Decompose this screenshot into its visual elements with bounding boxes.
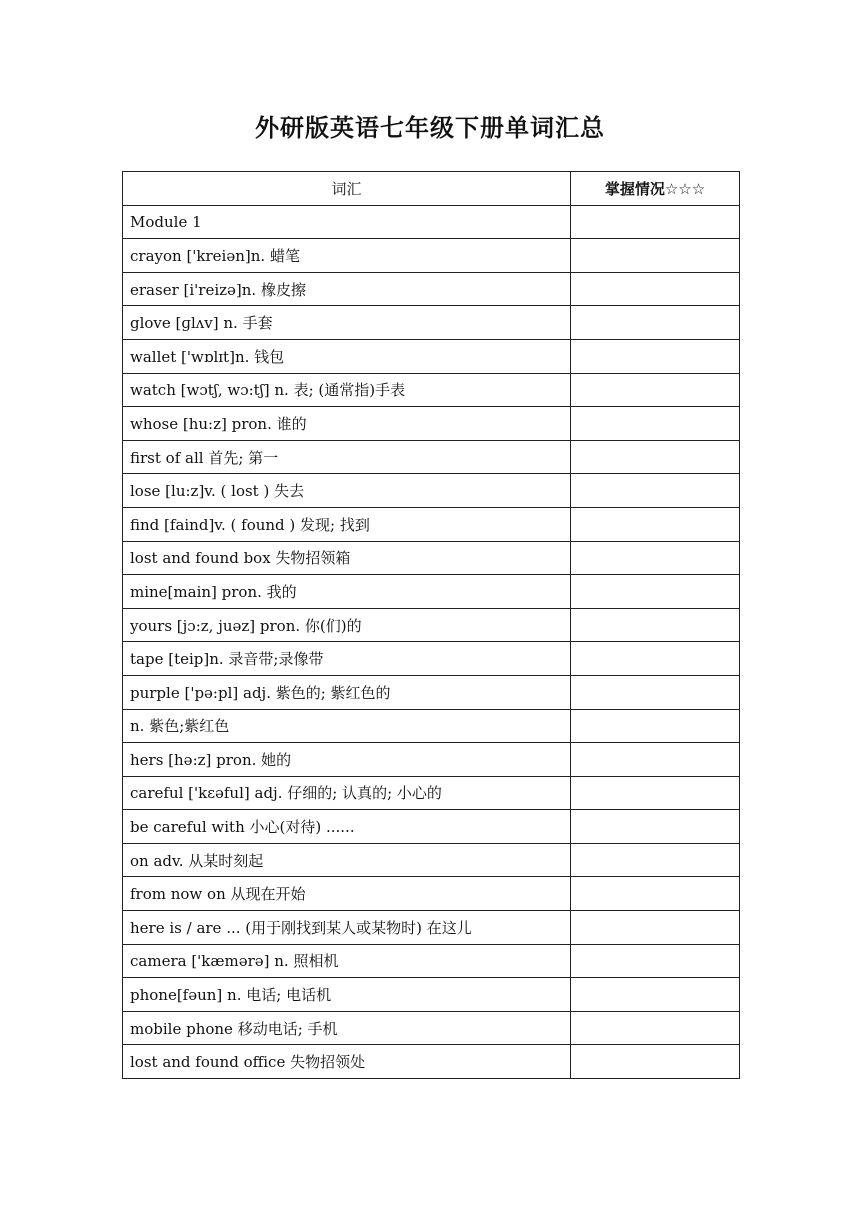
table-row	[123, 1011, 740, 1045]
table-row	[123, 205, 740, 239]
column-header-vocabulary: 词汇	[123, 172, 571, 206]
vocabulary-cell: lose [lu:z]v. ( lost ) 失去	[123, 474, 571, 508]
table-row	[123, 306, 740, 340]
mastery-cell[interactable]	[571, 810, 740, 844]
table-row	[123, 507, 740, 541]
vocabulary-cell: phone[fəun] n. 电话; 电话机	[123, 978, 571, 1012]
vocabulary-cell: careful ['kɛəful] adj. 仔细的; 认真的; 小心的	[123, 776, 571, 810]
mastery-cell[interactable]	[571, 575, 740, 609]
vocabulary-cell: mobile phone 移动电话; 手机	[123, 1011, 571, 1045]
vocabulary-cell: glove [ɡlʌv] n. 手套	[123, 306, 571, 340]
mastery-cell[interactable]	[571, 877, 740, 911]
vocabulary-cell: wallet ['wɒlɪt]n. 钱包	[123, 339, 571, 373]
mastery-cell[interactable]	[571, 205, 740, 239]
mastery-cell[interactable]	[571, 1045, 740, 1079]
table-row	[123, 474, 740, 508]
table-row	[123, 911, 740, 945]
mastery-cell[interactable]	[571, 642, 740, 676]
column-header-mastery: 掌握情况☆☆☆	[571, 172, 740, 206]
mastery-cell[interactable]	[571, 743, 740, 777]
table-row	[123, 272, 740, 306]
vocabulary-cell: eraser [i'reizə]n. 橡皮擦	[123, 272, 571, 306]
table-row	[123, 608, 740, 642]
vocabulary-table	[122, 171, 740, 1079]
vocabulary-cell: watch [wɔtʃ, wɔ:tʃ] n. 表; (通常指)手表	[123, 373, 571, 407]
vocabulary-cell: Module 1	[123, 205, 571, 239]
vocabulary-cell: lost and found office 失物招领处	[123, 1045, 571, 1079]
table-row	[123, 541, 740, 575]
mastery-cell[interactable]	[571, 306, 740, 340]
table-row	[123, 440, 740, 474]
mastery-cell[interactable]	[571, 373, 740, 407]
table-row	[123, 239, 740, 273]
mastery-cell[interactable]	[571, 776, 740, 810]
table-row	[123, 709, 740, 743]
table-row	[123, 877, 740, 911]
mastery-cell[interactable]	[571, 944, 740, 978]
table-row	[123, 675, 740, 709]
table-row	[123, 843, 740, 877]
mastery-cell[interactable]	[571, 541, 740, 575]
table-row	[123, 743, 740, 777]
mastery-cell[interactable]	[571, 709, 740, 743]
mastery-cell[interactable]	[571, 978, 740, 1012]
vocabulary-cell: on adv. 从某时刻起	[123, 843, 571, 877]
vocabulary-cell: here is / are ... (用于刚找到某人或某物时) 在这儿	[123, 911, 571, 945]
vocabulary-cell: whose [hu:z] pron. 谁的	[123, 407, 571, 441]
mastery-cell[interactable]	[571, 507, 740, 541]
mastery-cell[interactable]	[571, 911, 740, 945]
vocabulary-cell: first of all 首先; 第一	[123, 440, 571, 474]
mastery-cell[interactable]	[571, 1011, 740, 1045]
mastery-cell[interactable]	[571, 407, 740, 441]
table-row	[123, 944, 740, 978]
table-body	[123, 205, 740, 1078]
vocabulary-cell: crayon ['kreiən]n. 蜡笔	[123, 239, 571, 273]
table-header-row	[123, 172, 740, 206]
table-row	[123, 776, 740, 810]
table-row	[123, 407, 740, 441]
table-row	[123, 978, 740, 1012]
vocabulary-cell: lost and found box 失物招领箱	[123, 541, 571, 575]
mastery-cell[interactable]	[571, 474, 740, 508]
vocabulary-cell: camera ['kæmərə] n. 照相机	[123, 944, 571, 978]
table-row	[123, 810, 740, 844]
mastery-cell[interactable]	[571, 440, 740, 474]
vocabulary-cell: find [faind]v. ( found ) 发现; 找到	[123, 507, 571, 541]
mastery-cell[interactable]	[571, 272, 740, 306]
vocabulary-cell: mine[main] pron. 我的	[123, 575, 571, 609]
mastery-cell[interactable]	[571, 239, 740, 273]
mastery-cell[interactable]	[571, 675, 740, 709]
mastery-cell[interactable]	[571, 843, 740, 877]
vocabulary-cell: hers [hə:z] pron. 她的	[123, 743, 571, 777]
vocabulary-cell: tape [teip]n. 录音带;录像带	[123, 642, 571, 676]
page-title: 外研版英语七年级下册单词汇总	[255, 114, 605, 142]
table-row	[123, 1045, 740, 1079]
table-row	[123, 575, 740, 609]
vocabulary-cell: n. 紫色;紫红色	[123, 709, 571, 743]
vocabulary-cell: purple ['pə:pl] adj. 紫色的; 紫红色的	[123, 675, 571, 709]
table-row	[123, 642, 740, 676]
vocabulary-cell: yours [jɔ:z, juəz] pron. 你(们)的	[123, 608, 571, 642]
table-row	[123, 373, 740, 407]
vocabulary-cell: from now on 从现在开始	[123, 877, 571, 911]
mastery-cell[interactable]	[571, 608, 740, 642]
table-row	[123, 339, 740, 373]
vocabulary-cell: be careful with 小心(对待) ......	[123, 810, 571, 844]
mastery-cell[interactable]	[571, 339, 740, 373]
